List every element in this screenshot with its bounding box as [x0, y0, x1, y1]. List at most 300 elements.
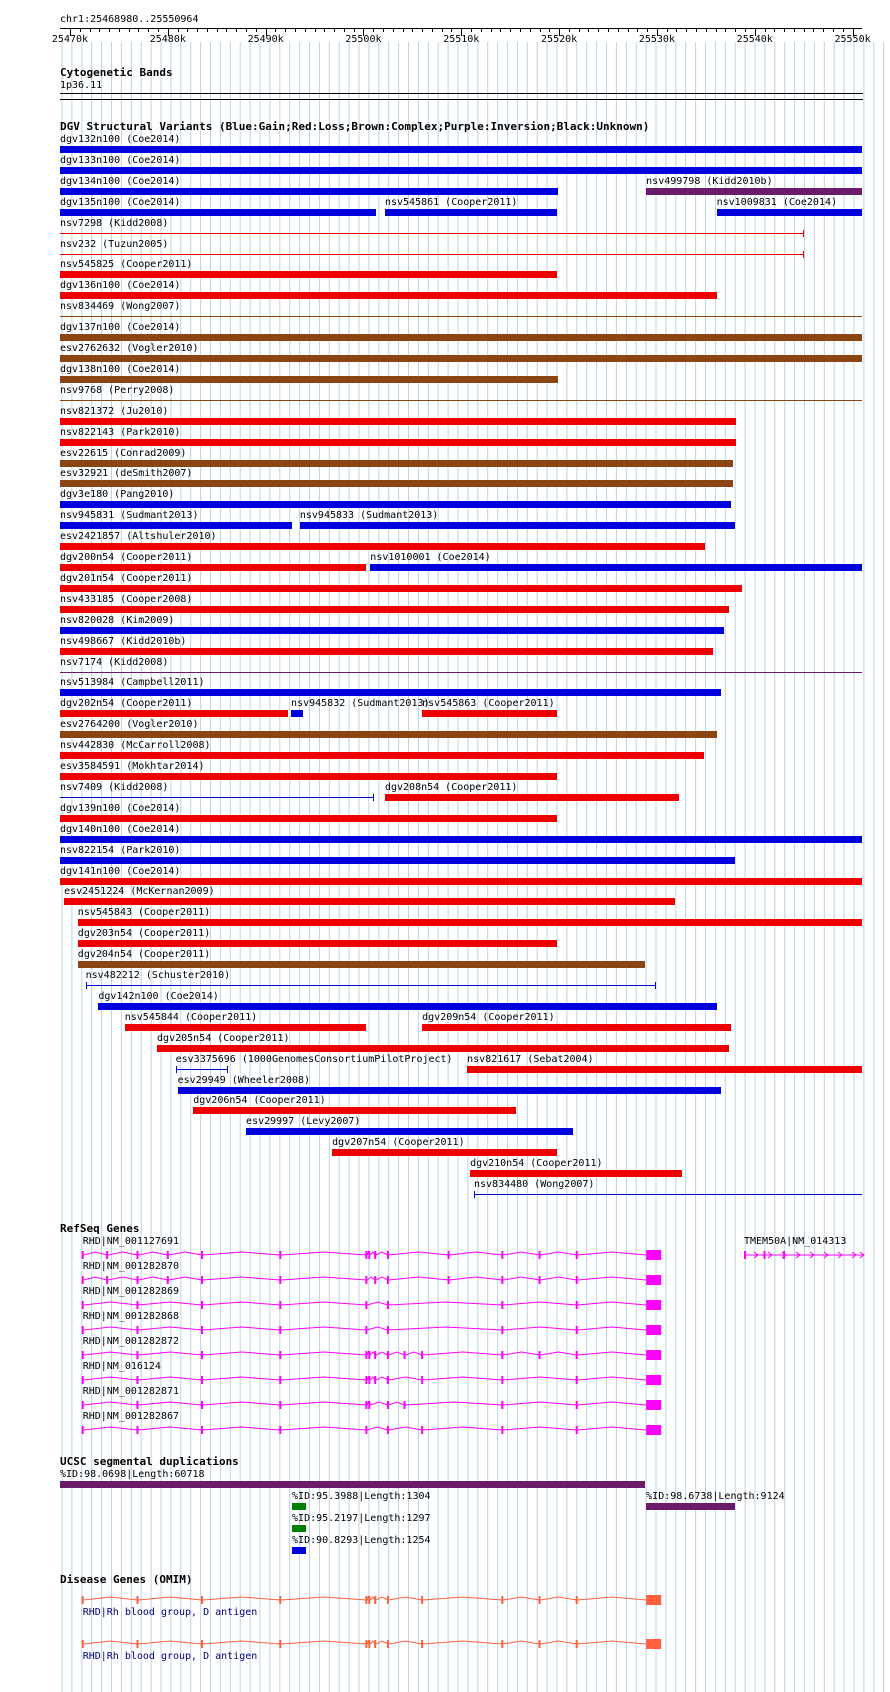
ruler-minor-tick: [246, 29, 247, 32]
variant-feature[interactable]: [717, 209, 862, 216]
ruler-minor-tick: [99, 29, 100, 32]
ruler-tick-label: 25490k: [247, 34, 284, 45]
ruler-minor-tick: [451, 29, 452, 32]
exon: [136, 1351, 138, 1359]
exon: [279, 1426, 281, 1434]
ruler-minor-tick: [275, 29, 276, 32]
variant-feature[interactable]: [193, 1107, 516, 1114]
exon: [646, 1350, 661, 1360]
exon: [374, 1351, 376, 1359]
variant-feature[interactable]: [60, 627, 724, 634]
variant-label: nsv820028 (Kim2009): [60, 614, 175, 626]
variant-label: dgv140n100 (Coe2014): [60, 823, 181, 835]
ruler-minor-tick: [158, 29, 159, 32]
variant-label: dgv137n100 (Coe2014): [60, 322, 181, 334]
variant-end-tick: [655, 982, 656, 989]
ruler-minor-tick: [549, 29, 550, 32]
omim-title: Disease Genes (OMIM): [60, 1573, 193, 1586]
variant-start-tick: [86, 982, 87, 989]
variant-feature[interactable]: [60, 797, 373, 798]
exon: [576, 1401, 578, 1409]
ruler-minor-tick: [637, 29, 638, 32]
variant-label: dgv141n100 (Coe2014): [60, 865, 181, 877]
variant-feature[interactable]: [78, 940, 557, 947]
ruler[interactable]: [0, 0, 890, 50]
ruler-minor-tick: [794, 29, 795, 32]
ruler-minor-tick: [187, 29, 188, 32]
variant-label: esv2451224 (McKernan2009): [64, 886, 215, 898]
exon: [646, 1300, 661, 1310]
variant-feature[interactable]: [370, 564, 862, 571]
cyto-band-lower: [60, 99, 863, 100]
rhd-gene-structure[interactable]: [0, 1373, 890, 1387]
ruler-minor-tick: [843, 29, 844, 32]
exon: [387, 1640, 389, 1648]
variant-feature[interactable]: [60, 710, 288, 717]
variant-feature[interactable]: [60, 543, 705, 550]
exon: [82, 1351, 84, 1359]
ruler-minor-tick: [667, 29, 668, 32]
exon: [421, 1376, 423, 1384]
variant-label: nsv822154 (Park2010): [60, 844, 181, 856]
variant-label: dgv204n54 (Cooper2011): [77, 949, 211, 961]
ruler-minor-tick: [628, 29, 629, 32]
ruler-minor-tick: [80, 29, 81, 32]
ruler-minor-tick: [725, 29, 726, 32]
variant-label: dgv205n54 (Cooper2011): [157, 1032, 290, 1044]
exon: [279, 1351, 281, 1359]
variant-label: dgv133n100 (Coe2014): [60, 154, 181, 166]
variant-feature[interactable]: [385, 209, 557, 216]
variant-feature[interactable]: [422, 710, 557, 717]
variant-label: nsv7174 (Kidd2008): [60, 656, 169, 668]
exon: [501, 1640, 503, 1648]
variant-feature[interactable]: [60, 439, 736, 446]
exon: [365, 1276, 367, 1284]
omim-gene-structure[interactable]: [0, 1637, 890, 1651]
exon: [387, 1326, 389, 1334]
variant-feature[interactable]: [98, 1003, 716, 1010]
exon: [576, 1301, 578, 1309]
exon: [421, 1640, 423, 1648]
gene-label: TMEM50A|NM_014313: [743, 1236, 847, 1247]
variant-label: esv32921 (deSmith2007): [60, 468, 193, 480]
variant-feature[interactable]: [60, 773, 557, 780]
exon: [387, 1276, 389, 1284]
variant-label: dgv136n100 (Coe2014): [60, 280, 181, 292]
variant-feature[interactable]: [60, 857, 735, 864]
ruler-tick-label: 25480k: [149, 34, 186, 45]
exon: [167, 1276, 169, 1284]
variant-feature[interactable]: [422, 1024, 731, 1031]
omim-gene-structure[interactable]: [0, 1593, 890, 1607]
variant-feature[interactable]: [291, 710, 303, 717]
variant-feature[interactable]: [60, 292, 717, 299]
variant-feature[interactable]: [60, 878, 862, 885]
ruler-minor-tick: [686, 29, 687, 32]
segdup-title: UCSC segmental duplications: [60, 1455, 239, 1468]
variant-feature[interactable]: [178, 1087, 721, 1094]
exon: [374, 1640, 376, 1648]
variant-label: nsv834469 (Wong2007): [60, 301, 181, 313]
gene-label: RHD|NM_001282870: [82, 1261, 180, 1272]
variant-end-tick: [373, 794, 374, 801]
gene-label: RHD|NM_001282869: [82, 1286, 180, 1297]
omim-gene-label: RHD|Rh blood group, D antigen: [82, 1651, 258, 1662]
variant-label: nsv545843 (Cooper2011): [77, 907, 211, 919]
variant-feature[interactable]: [60, 815, 557, 822]
variant-label: nsv433185 (Cooper2008): [60, 593, 193, 605]
exon: [576, 1596, 578, 1604]
ruler-minor-tick: [285, 29, 286, 32]
rhd-gene-structure[interactable]: [0, 1398, 890, 1412]
variant-feature[interactable]: [125, 1024, 367, 1031]
variant-feature[interactable]: [646, 188, 862, 195]
variant-end-tick: [227, 1066, 228, 1073]
exon: [136, 1426, 138, 1434]
variant-label: nsv482212 (Schuster2010): [85, 970, 231, 981]
exon: [136, 1401, 138, 1409]
variant-label: dgv139n100 (Coe2014): [60, 802, 181, 814]
variant-feature[interactable]: [60, 334, 862, 341]
ruler-minor-tick: [412, 29, 413, 32]
variant-feature[interactable]: [60, 522, 292, 529]
ruler-minor-tick: [804, 29, 805, 32]
variant-label: nsv822143 (Park2010): [60, 426, 181, 438]
exon: [82, 1376, 84, 1384]
exon: [136, 1596, 138, 1604]
rhd-gene-structure[interactable]: [0, 1298, 890, 1312]
tmem50a-gene-structure[interactable]: [0, 1248, 890, 1262]
ruler-minor-tick: [530, 29, 531, 32]
variant-label: dgv132n100 (Coe2014): [60, 134, 181, 145]
exon: [201, 1276, 203, 1284]
exon: [201, 1426, 203, 1434]
omim-gene-label: RHD|Rh blood group, D antigen: [82, 1607, 258, 1618]
variant-label: dgv201n54 (Cooper2011): [60, 572, 193, 584]
segdup-label: %ID:95.2197|Length:1297: [292, 1513, 431, 1524]
exon: [82, 1596, 84, 1604]
exon: [279, 1326, 281, 1334]
exon: [365, 1351, 367, 1359]
rhd-gene-structure[interactable]: [0, 1273, 890, 1287]
exon: [387, 1301, 389, 1309]
exon: [365, 1326, 367, 1334]
exon: [539, 1640, 541, 1648]
ruler-minor-tick: [295, 29, 296, 32]
rhd-gene-structure[interactable]: [0, 1348, 890, 1362]
ruler-minor-tick: [315, 29, 316, 32]
exon: [368, 1351, 370, 1359]
variant-label: dgv208n54 (Cooper2011): [384, 781, 518, 793]
ruler-minor-tick: [119, 29, 120, 32]
variant-feature[interactable]: [60, 400, 862, 401]
ruler-minor-tick: [774, 29, 775, 32]
ruler-minor-tick: [608, 29, 609, 32]
variant-feature[interactable]: [60, 167, 862, 174]
variant-feature[interactable]: [60, 606, 729, 613]
exon: [374, 1276, 376, 1284]
variant-end-tick: [803, 230, 804, 237]
variant-feature[interactable]: [86, 985, 655, 986]
variant-feature[interactable]: [60, 564, 366, 571]
exon: [646, 1425, 661, 1435]
exon: [201, 1596, 203, 1604]
cyto-band-label: 1p36.11: [60, 80, 103, 91]
variant-feature[interactable]: [60, 460, 733, 467]
exon: [387, 1596, 389, 1604]
ruler-minor-tick: [442, 29, 443, 32]
ruler-minor-tick: [432, 29, 433, 32]
ruler-minor-tick: [305, 29, 306, 32]
exon: [576, 1351, 578, 1359]
exon: [646, 1375, 661, 1385]
ruler-minor-tick: [618, 29, 619, 32]
exon: [365, 1301, 367, 1309]
exon: [136, 1301, 138, 1309]
exon: [448, 1276, 450, 1284]
variant-feature[interactable]: [60, 316, 862, 317]
variant-label: esv2764200 (Vogler2010): [60, 719, 199, 731]
segdup-feature[interactable]: [292, 1525, 306, 1532]
exon: [368, 1596, 370, 1604]
ruler-minor-tick: [491, 29, 492, 32]
exon: [136, 1276, 138, 1284]
exon: [279, 1376, 281, 1384]
exon: [576, 1376, 578, 1384]
refseq-title: RefSeq Genes: [60, 1222, 140, 1235]
ruler-minor-tick: [784, 29, 785, 32]
exon: [646, 1595, 661, 1605]
segdup-feature[interactable]: [292, 1503, 306, 1510]
variant-feature[interactable]: [467, 1066, 862, 1073]
variant-label: nsv821372 (Ju2010): [60, 405, 169, 417]
exon: [368, 1401, 370, 1409]
exon: [501, 1301, 503, 1309]
ruler-minor-tick: [236, 29, 237, 32]
exon: [82, 1276, 84, 1284]
exon: [201, 1301, 203, 1309]
variant-label: dgv3e180 (Pang2010): [60, 489, 175, 501]
ruler-minor-tick: [324, 29, 325, 32]
ruler-minor-tick: [745, 29, 746, 32]
ruler-minor-tick: [354, 29, 355, 32]
variant-label: dgv134n100 (Coe2014): [60, 175, 181, 187]
variant-label: nsv545844 (Cooper2011): [124, 1011, 258, 1023]
variant-label: dgv210n54 (Cooper2011): [470, 1158, 603, 1170]
exon: [404, 1351, 406, 1359]
ruler-minor-tick: [510, 29, 511, 32]
variant-feature[interactable]: [60, 752, 704, 759]
rhd-gene-structure[interactable]: [0, 1323, 890, 1337]
exon: [201, 1401, 203, 1409]
variant-label: dgv209n54 (Cooper2011): [422, 1011, 555, 1023]
exon: [365, 1401, 367, 1409]
ruler-tick-label: 25500k: [345, 34, 382, 45]
exon: [368, 1376, 370, 1384]
ruler-minor-tick: [481, 29, 482, 32]
variant-label: dgv138n100 (Coe2014): [60, 363, 181, 375]
variant-feature[interactable]: [60, 648, 713, 655]
ruler-minor-tick: [197, 29, 198, 32]
variant-label: dgv202n54 (Cooper2011): [60, 698, 193, 710]
ruler-minor-tick: [676, 29, 677, 32]
exon: [365, 1596, 367, 1604]
exon: [404, 1401, 406, 1409]
variant-feature[interactable]: [300, 522, 735, 529]
ruler-minor-tick: [403, 29, 404, 32]
variant-feature[interactable]: [60, 689, 721, 696]
ruler-minor-tick: [373, 29, 374, 32]
exon: [82, 1301, 84, 1309]
exon: [539, 1351, 541, 1359]
exon: [279, 1596, 281, 1604]
variant-feature[interactable]: [60, 355, 862, 362]
variant-feature[interactable]: [176, 1069, 228, 1070]
variant-feature[interactable]: [78, 919, 862, 926]
variant-feature[interactable]: [474, 1194, 862, 1195]
variant-feature[interactable]: [60, 731, 717, 738]
exon: [539, 1276, 541, 1284]
ruler-tick-label: 25520k: [541, 34, 578, 45]
ruler-minor-tick: [647, 29, 648, 32]
gene-label: RHD|NM_001282871: [82, 1386, 180, 1397]
variant-label: nsv834480 (Wong2007): [473, 1179, 595, 1190]
variant-feature[interactable]: [246, 1128, 573, 1135]
segdup-feature[interactable]: [646, 1503, 735, 1510]
variant-label: esv3375696 (1000GenomesConsortiumPilotProject): [175, 1053, 453, 1065]
variant-feature[interactable]: [60, 836, 862, 843]
variant-label: nsv232 (Tuzun2005): [60, 238, 169, 250]
variant-label: nsv498667 (Kidd2010b): [60, 635, 187, 647]
variant-label: nsv945833 (Sudmant2013): [299, 510, 439, 522]
exon: [82, 1401, 84, 1409]
variant-label: esv29949 (Wheeler2008): [177, 1074, 311, 1086]
variant-feature[interactable]: [60, 376, 558, 383]
variant-label: nsv545825 (Cooper2011): [60, 259, 193, 271]
variant-feature[interactable]: [60, 271, 557, 278]
variant-label: nsv545863 (Cooper2011): [422, 698, 555, 710]
ruler-minor-tick: [422, 29, 423, 32]
variant-label: dgv207n54 (Cooper2011): [332, 1137, 465, 1149]
ruler-tick-label: 25550k: [834, 34, 871, 45]
ruler-minor-tick: [588, 29, 589, 32]
variant-feature[interactable]: [60, 233, 803, 234]
variant-label: dgv206n54 (Cooper2011): [193, 1095, 326, 1107]
ruler-minor-tick: [540, 29, 541, 32]
exon: [82, 1326, 84, 1334]
ruler-minor-tick: [706, 29, 707, 32]
variant-label: esv2421857 (Altshuler2010): [60, 531, 217, 543]
variant-feature[interactable]: [60, 480, 733, 487]
exon: [783, 1251, 785, 1259]
exon: [576, 1640, 578, 1648]
variant-label: nsv9768 (Perry2008): [60, 384, 175, 396]
ruler-minor-tick: [129, 29, 130, 32]
ruler-minor-tick: [148, 29, 149, 32]
gene-label: RHD|NM_001282868: [82, 1311, 180, 1322]
ruler-minor-tick: [735, 29, 736, 32]
ruler-minor-tick: [178, 29, 179, 32]
ruler-minor-tick: [823, 29, 824, 32]
exon: [279, 1640, 281, 1648]
variant-label: nsv1010001 (Coe2014): [370, 552, 491, 563]
exon: [501, 1276, 503, 1284]
cyto-band[interactable]: [60, 93, 863, 94]
exon: [136, 1640, 138, 1648]
variant-label: esv22615 (Conrad2009): [60, 447, 187, 459]
ruler-minor-tick: [334, 29, 335, 32]
variant-feature[interactable]: [60, 585, 742, 592]
ruler-minor-tick: [520, 29, 521, 32]
variant-label: nsv821617 (Sebat2004): [467, 1053, 594, 1065]
variant-feature[interactable]: [60, 501, 731, 508]
segdup-feature[interactable]: [292, 1547, 306, 1554]
exon: [501, 1351, 503, 1359]
cyto-title: Cytogenetic Bands: [60, 66, 173, 79]
ruler-minor-tick: [109, 29, 110, 32]
exon: [136, 1376, 138, 1384]
variant-feature[interactable]: [64, 898, 675, 905]
exon: [421, 1351, 423, 1359]
exon: [576, 1276, 578, 1284]
exon: [387, 1376, 389, 1384]
segdup-feature[interactable]: [60, 1481, 645, 1488]
exon: [365, 1426, 367, 1434]
gene-label: RHD|NM_001282867: [82, 1411, 180, 1422]
exon: [421, 1426, 423, 1434]
variant-feature[interactable]: [385, 794, 679, 801]
exon: [646, 1639, 661, 1649]
variant-label: nsv442830 (McCarroll2008): [60, 740, 211, 752]
variant-label: nsv513984 (Campbell2011): [60, 677, 205, 689]
variant-feature[interactable]: [60, 209, 376, 216]
exon: [201, 1640, 203, 1648]
variant-label: dgv135n100 (Coe2014): [60, 196, 181, 208]
variant-feature[interactable]: [470, 1170, 682, 1177]
ruler-minor-tick: [716, 29, 717, 32]
ruler-minor-tick: [765, 29, 766, 32]
ruler-minor-tick: [471, 29, 472, 32]
variant-feature[interactable]: [60, 254, 803, 255]
variant-label: nsv1009831 (Coe2014): [716, 196, 838, 208]
ruler-minor-tick: [500, 29, 501, 32]
exon: [501, 1326, 503, 1334]
exon: [201, 1351, 203, 1359]
variant-label: nsv945831 (Sudmant2013): [60, 510, 199, 522]
variant-feature[interactable]: [60, 146, 862, 153]
exon: [501, 1426, 503, 1434]
exon: [646, 1325, 661, 1335]
variant-feature[interactable]: [60, 672, 862, 673]
variant-feature[interactable]: [157, 1045, 729, 1052]
variant-label: nsv7409 (Kidd2008): [60, 781, 169, 793]
exon: [646, 1400, 661, 1410]
exon: [368, 1640, 370, 1648]
rhd-gene-structure[interactable]: [0, 1423, 890, 1437]
exon: [744, 1251, 746, 1259]
variant-feature[interactable]: [60, 418, 736, 425]
ruler-minor-tick: [393, 29, 394, 32]
ruler-minor-tick: [579, 29, 580, 32]
ruler-minor-tick: [383, 29, 384, 32]
variant-feature[interactable]: [60, 188, 558, 195]
variant-feature[interactable]: [332, 1149, 557, 1156]
exon: [501, 1596, 503, 1604]
exon: [374, 1596, 376, 1604]
variant-label: nsv7298 (Kidd2008): [60, 217, 169, 229]
variant-feature[interactable]: [78, 961, 645, 968]
